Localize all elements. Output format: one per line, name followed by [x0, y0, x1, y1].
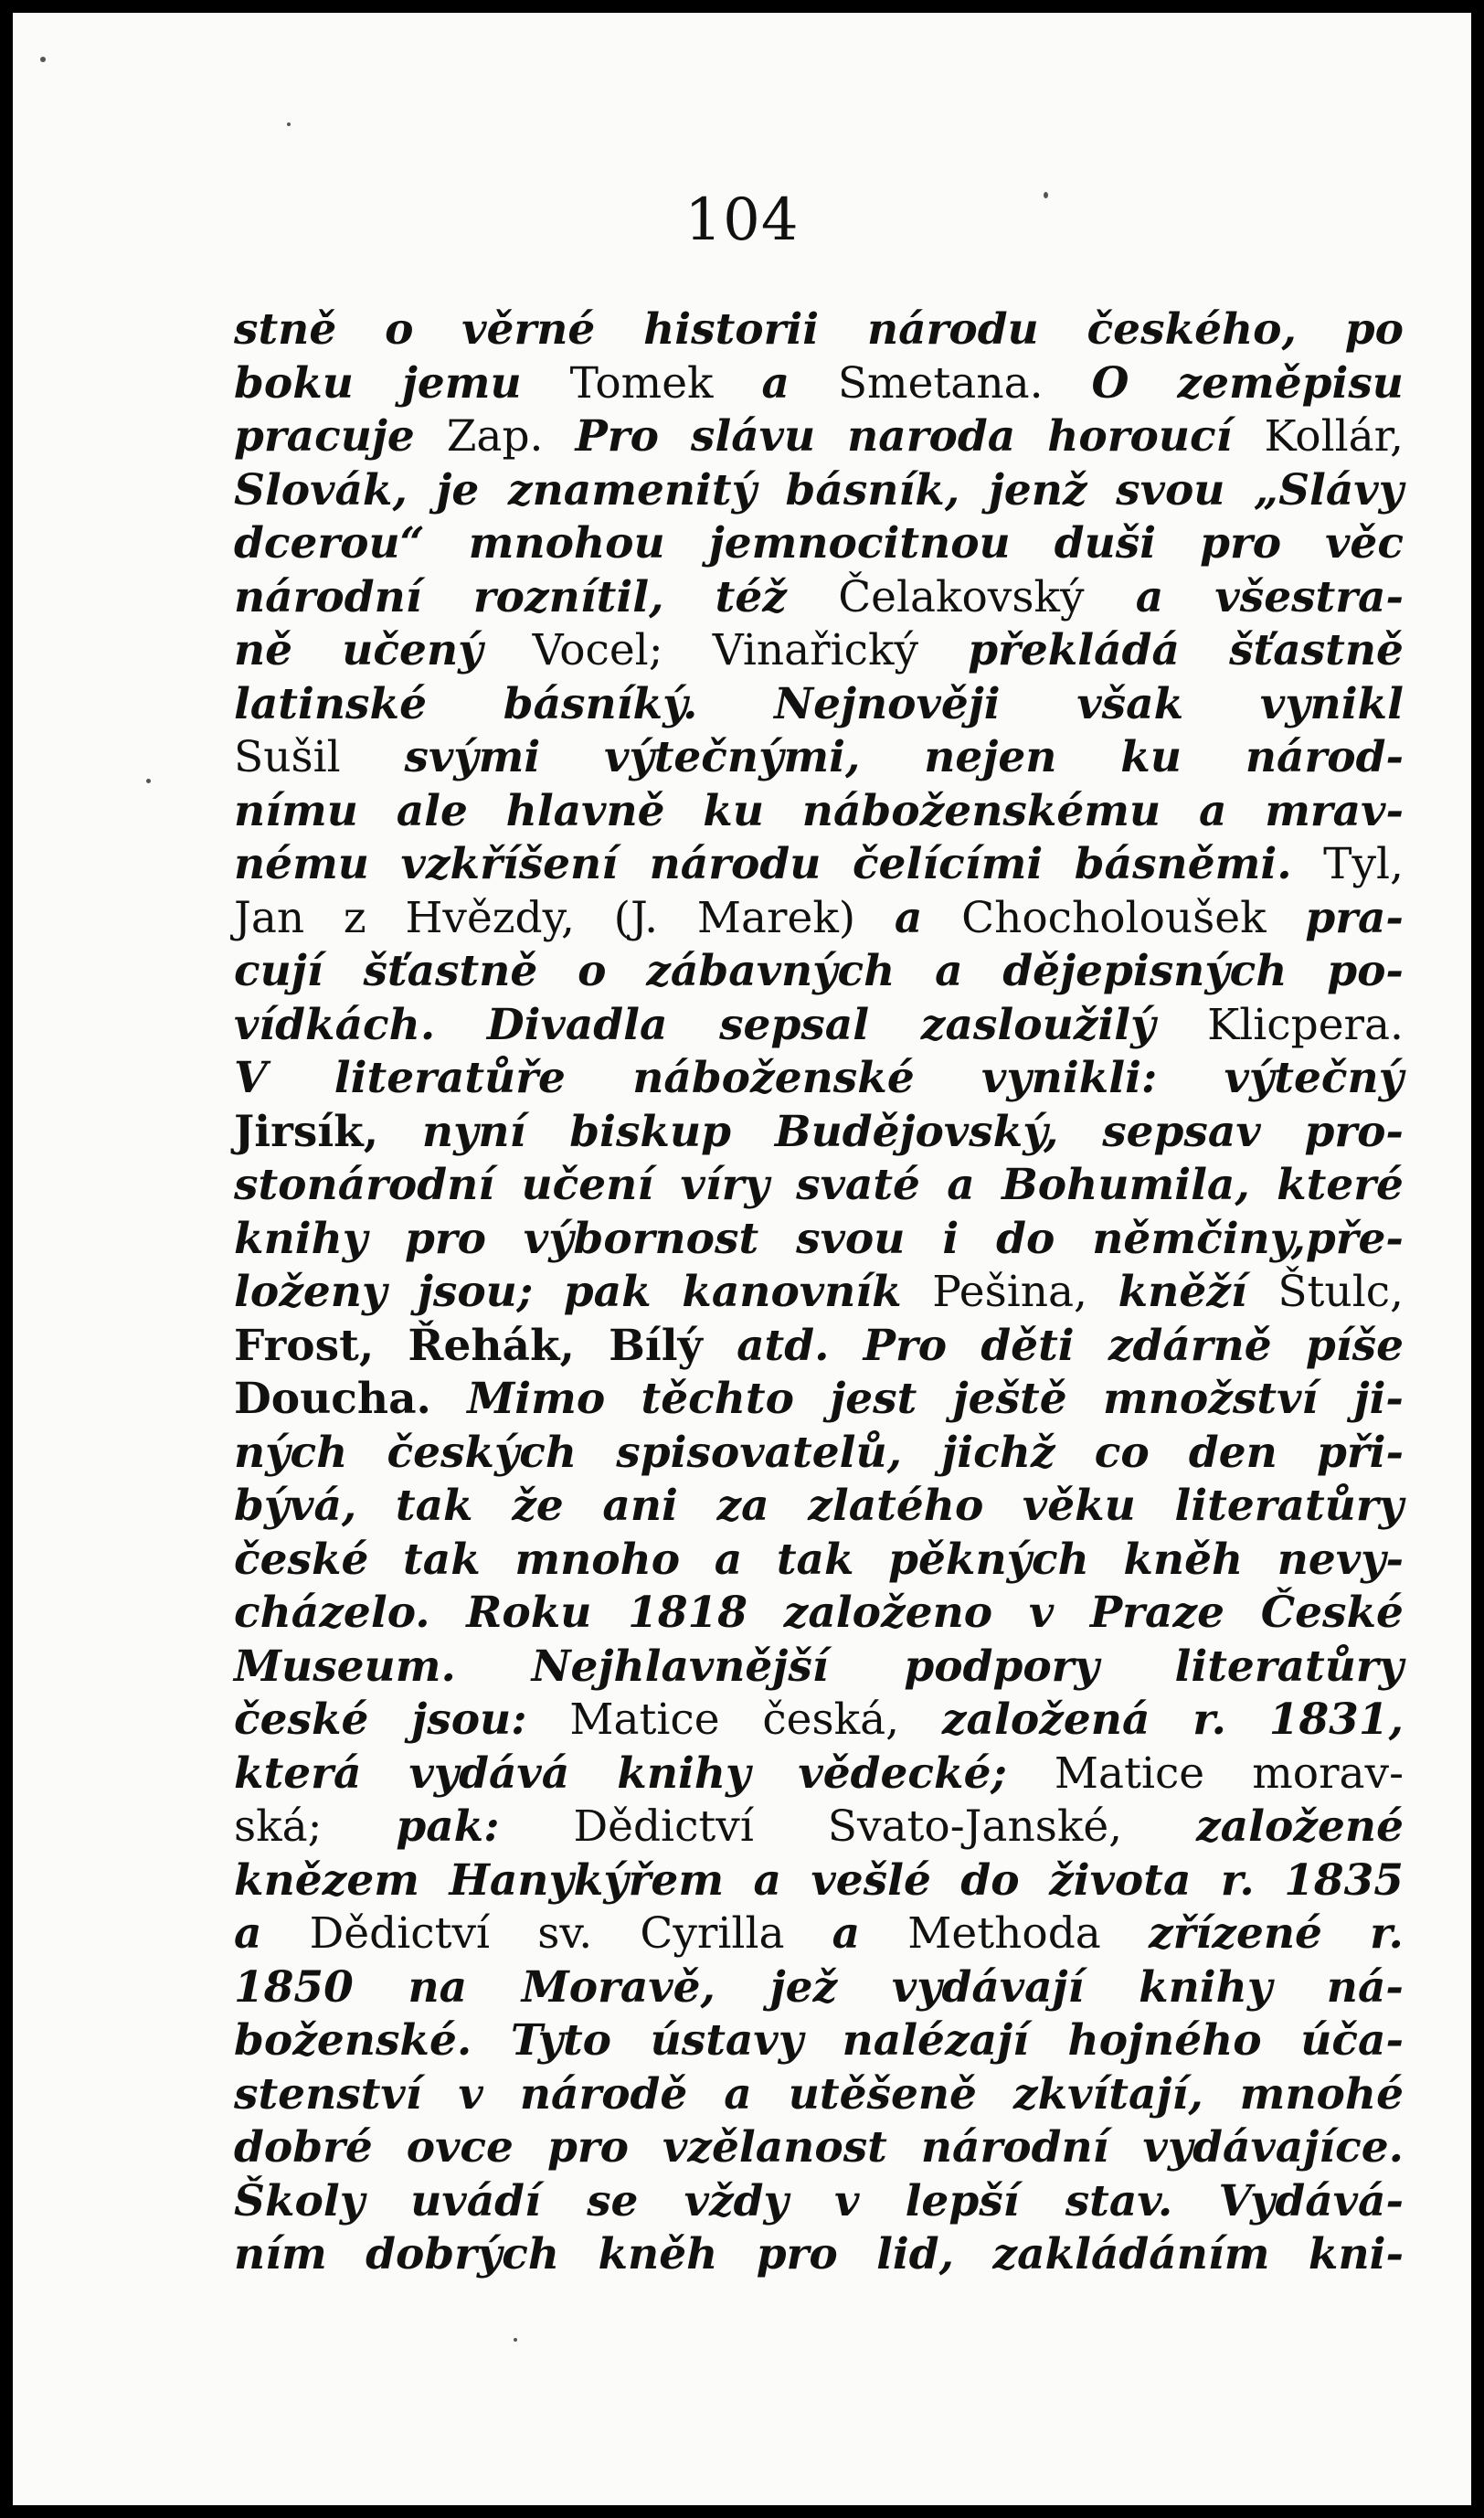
word: výtečnými,	[604, 732, 861, 782]
word: Zap.	[446, 411, 544, 462]
word: básníký.	[503, 678, 698, 729]
word: ku	[1120, 732, 1182, 782]
word: zdárně	[1108, 1320, 1272, 1371]
word: Marek)	[696, 892, 856, 943]
word: ale	[396, 785, 468, 836]
text-line	[234, 678, 1404, 732]
word: mnoho	[514, 1534, 681, 1585]
word: která	[234, 1748, 362, 1799]
word: svými	[404, 732, 541, 782]
word: ovce	[406, 2122, 514, 2173]
text-line	[234, 303, 1404, 357]
word: Tyto	[510, 2015, 612, 2066]
text-line	[234, 624, 1404, 678]
word: v	[1028, 1588, 1055, 1638]
word: mnohé	[1239, 2068, 1404, 2120]
word: stenství	[234, 2068, 422, 2120]
word: po	[1344, 304, 1404, 355]
word: spisovatelů,	[616, 1427, 903, 1478]
text-line	[234, 731, 1404, 785]
text-line	[234, 1159, 1404, 1213]
word: jsou:	[411, 1695, 527, 1745]
word: Jirsík,	[234, 1106, 379, 1157]
word: čelícími	[852, 839, 1044, 889]
word: a	[832, 1908, 861, 1959]
word: založeno	[783, 1588, 993, 1638]
word: nevy-	[1277, 1534, 1404, 1585]
word: 1818	[628, 1588, 747, 1638]
word: co	[1094, 1427, 1150, 1478]
word: loženy	[234, 1267, 387, 1317]
word: učený	[342, 625, 483, 675]
word: pra-	[1305, 892, 1404, 943]
word: píše	[1305, 1320, 1404, 1371]
word: Sušil	[234, 732, 341, 782]
word: z	[343, 892, 366, 943]
text-line	[234, 1373, 1404, 1427]
print-speck	[40, 57, 46, 62]
word: svaté	[796, 1160, 920, 1210]
word: morav-	[1252, 1748, 1404, 1799]
word: r.	[1192, 1695, 1226, 1745]
word: o	[385, 304, 414, 355]
text-line	[234, 571, 1404, 625]
word: jemnocitnou	[708, 518, 1011, 568]
word: literatůry	[1174, 1481, 1404, 1531]
word: Nejhlavnější	[531, 1641, 829, 1692]
word: O	[1091, 357, 1129, 409]
word: ná-	[1326, 1961, 1404, 2013]
word: národě	[519, 2068, 688, 2120]
word: knihy	[234, 1213, 368, 1264]
word: pro	[1200, 518, 1282, 568]
word: a	[1135, 571, 1164, 622]
word: ním	[234, 2229, 327, 2279]
word: národní	[234, 571, 422, 622]
text-line	[234, 1961, 1404, 2015]
word: roznítil,	[472, 571, 664, 622]
word: jsou;	[417, 1267, 534, 1317]
print-speck	[514, 2338, 517, 2342]
word: těchto	[641, 1374, 794, 1424]
word: ústavy	[650, 2015, 804, 2066]
word: 1831,	[1268, 1695, 1404, 1745]
word: biskup	[569, 1106, 732, 1157]
word: Jan	[234, 892, 305, 943]
word: pro-	[1304, 1106, 1404, 1157]
word: Bohumila,	[1002, 1160, 1250, 1210]
word: šťastně	[363, 946, 538, 996]
word: překládá	[968, 625, 1180, 675]
word: lid,	[876, 2229, 954, 2279]
word: dobrých	[366, 2229, 560, 2279]
word: po-	[1327, 946, 1404, 996]
word: Nejnověji	[774, 678, 1001, 729]
word: němčiny,pře-	[1092, 1213, 1404, 1264]
word: vzělanost	[662, 2122, 887, 2173]
word: že	[512, 1481, 564, 1531]
book-page	[13, 13, 1471, 2505]
text-line	[234, 892, 1404, 946]
word: mrav-	[1265, 785, 1404, 836]
word: ně	[234, 625, 293, 675]
word: Řehák,	[408, 1320, 575, 1371]
word: děti	[980, 1320, 1075, 1371]
word: ani	[602, 1481, 678, 1531]
word: vydává	[408, 1748, 570, 1799]
word: do	[960, 1854, 1020, 1906]
word: cházelo.	[234, 1588, 430, 1638]
word: svou	[796, 1213, 906, 1264]
word: kněh	[598, 2229, 718, 2279]
word: tak	[776, 1534, 854, 1585]
word: kněží	[1118, 1267, 1247, 1317]
word: Frost,	[234, 1320, 375, 1371]
word: pracuje	[234, 411, 415, 462]
word: a	[724, 2068, 752, 2120]
word: 1850	[234, 1961, 354, 2013]
word: duši	[1054, 518, 1157, 568]
text-line	[234, 1480, 1404, 1534]
word: sepsal	[719, 999, 870, 1050]
word: jemu	[401, 357, 522, 409]
word: dobré	[234, 2122, 373, 2173]
word: Museum.	[234, 1641, 456, 1692]
word: boženské.	[234, 2015, 472, 2066]
word: svou	[1116, 464, 1225, 515]
word: zasloužilý	[920, 999, 1156, 1050]
word: Methoda	[907, 1908, 1101, 1959]
word: ji-	[1353, 1374, 1404, 1424]
word: vědecké;	[798, 1748, 1007, 1799]
word: Roku	[466, 1588, 592, 1638]
word: jenž	[988, 464, 1087, 515]
word: básník,	[785, 464, 960, 515]
text-line	[234, 1748, 1404, 1801]
word: Hanykýřem	[449, 1854, 725, 1906]
word: Vinařický	[712, 625, 919, 675]
word: zkvítají,	[1012, 2068, 1203, 2120]
word: vešlé	[811, 1854, 931, 1906]
word: (J.	[613, 892, 659, 943]
word: pak:	[396, 1801, 500, 1852]
word: vydávají	[891, 1961, 1085, 2013]
word: vynikl	[1259, 678, 1404, 729]
word: nímu	[234, 785, 358, 836]
word: tak	[395, 1481, 473, 1531]
word: nalézají	[842, 2015, 1029, 2066]
word: sv.	[537, 1908, 593, 1959]
word: zlatého	[808, 1481, 984, 1531]
word: nejen	[924, 732, 1057, 782]
word: výbornost	[523, 1213, 759, 1264]
word: Čelakovský	[838, 571, 1085, 622]
word: šťastně	[1229, 625, 1404, 675]
word: vzkříšení	[400, 839, 619, 889]
word: o	[578, 946, 607, 996]
word: nému	[234, 839, 369, 889]
word: atd.	[737, 1320, 830, 1371]
text-line	[234, 1052, 1404, 1106]
word: pěkných	[888, 1534, 1089, 1585]
text-line	[234, 1534, 1404, 1588]
word: mnohou	[468, 518, 665, 568]
word: Moravě,	[521, 1961, 716, 2013]
word: Matice	[569, 1695, 720, 1745]
word: slávu	[690, 411, 816, 462]
word: jest	[830, 1374, 917, 1424]
page-number: 104	[684, 186, 800, 254]
word: pro	[756, 2229, 838, 2279]
word: V	[234, 1053, 268, 1103]
word: založené	[1195, 1801, 1404, 1852]
word: a	[234, 1908, 262, 1959]
word: ještě	[952, 1374, 1067, 1424]
text-line	[234, 1694, 1404, 1748]
word: založená	[941, 1695, 1150, 1745]
word: České	[1260, 1588, 1404, 1638]
word: Dědictví	[573, 1801, 754, 1852]
word: Budějovský,	[774, 1106, 1059, 1157]
word: množství	[1102, 1374, 1319, 1424]
text-line	[234, 1907, 1404, 1961]
text-line	[234, 1320, 1404, 1374]
text-line	[234, 1266, 1404, 1320]
word: r.	[1220, 1854, 1255, 1906]
word: hlavně	[505, 785, 665, 836]
word: Doucha.	[234, 1374, 431, 1424]
text-line	[234, 1106, 1404, 1160]
word: českých	[387, 1427, 578, 1478]
word: pro	[405, 1213, 486, 1264]
word: vídkách.	[234, 999, 436, 1050]
word: národu	[866, 304, 1039, 355]
word: náboženskému	[801, 785, 1161, 836]
word: dcerou“	[234, 518, 425, 568]
word: a	[1198, 785, 1227, 836]
text-line	[234, 785, 1404, 839]
word: ných	[234, 1427, 348, 1478]
word: Tyl,	[1323, 839, 1404, 889]
word: života	[1049, 1854, 1192, 1906]
word: nyní	[421, 1106, 526, 1157]
text-line	[234, 1854, 1404, 1908]
word: učení	[521, 1160, 654, 1210]
word: Vocel;	[532, 625, 663, 675]
text-line	[234, 2228, 1404, 2282]
text-line	[234, 1213, 1404, 1267]
text-line	[234, 999, 1404, 1053]
word: Matice	[1054, 1748, 1205, 1799]
text-line	[234, 2068, 1404, 2122]
word: historii	[643, 304, 820, 355]
word: naroda	[847, 411, 1016, 462]
word: v	[834, 2175, 860, 2226]
text-line	[234, 410, 1404, 464]
word: národu	[649, 839, 822, 889]
word: zábavných	[646, 946, 896, 996]
word: stonárodní	[234, 1160, 495, 1210]
word: Smetana.	[837, 357, 1044, 409]
word: však	[1076, 678, 1184, 729]
word: Mimo	[467, 1374, 606, 1424]
word: Štulc,	[1277, 1267, 1404, 1317]
word: věku	[1022, 1481, 1136, 1531]
word: pak	[563, 1267, 652, 1317]
word: českého,	[1086, 304, 1297, 355]
word: znamenitý	[507, 464, 757, 515]
word: Bílý	[609, 1320, 703, 1371]
word: Chocholoušek	[961, 892, 1267, 943]
word: podpory	[904, 1641, 1099, 1692]
word: cují	[234, 946, 323, 996]
word: kni-	[1308, 2229, 1404, 2279]
word: víry	[680, 1160, 769, 1210]
word: za	[716, 1481, 769, 1531]
word: dějepisných	[1002, 946, 1288, 996]
word: vydávajíce.	[1142, 2122, 1404, 2173]
word: uvádí	[410, 2175, 541, 2226]
word: r.	[1370, 1908, 1404, 1959]
word: Pro	[575, 411, 659, 462]
word: vynikli:	[981, 1053, 1158, 1103]
word: se	[587, 2175, 639, 2226]
word: jichž	[941, 1427, 1055, 1478]
word: Hvězdy,	[405, 892, 575, 943]
word: lepší	[905, 2175, 1020, 2226]
text-line	[234, 2175, 1404, 2229]
word: jež	[769, 1961, 838, 2013]
word: knihy	[617, 1748, 751, 1799]
word: Svato-Janské,	[827, 1801, 1123, 1852]
word: které	[1277, 1160, 1404, 1210]
word: a	[947, 1160, 975, 1210]
word: sepsav	[1102, 1106, 1261, 1157]
word: v	[458, 2068, 483, 2120]
text-line	[234, 1801, 1404, 1854]
word: všestra-	[1214, 571, 1404, 622]
word: Dědictví	[309, 1908, 491, 1959]
word: 1835	[1284, 1854, 1404, 1906]
text-line	[234, 464, 1404, 518]
word: věrné	[461, 304, 596, 355]
word: Vydává-	[1218, 2175, 1404, 2226]
word: náboženské	[632, 1053, 915, 1103]
word: knězem	[234, 1854, 419, 1906]
word: hojného	[1067, 2015, 1262, 2066]
word: pro	[546, 2122, 629, 2173]
word: zeměpisu	[1177, 357, 1404, 409]
word: knihy	[1139, 1961, 1273, 2013]
word: ská;	[234, 1801, 323, 1852]
word: národ-	[1245, 732, 1404, 782]
word: a	[935, 946, 963, 996]
text-line	[234, 2014, 1404, 2068]
word: den	[1188, 1427, 1277, 1478]
text-line	[234, 1587, 1404, 1641]
word: stně	[234, 304, 337, 355]
word: Praze	[1089, 1588, 1224, 1638]
word: literatůře	[334, 1053, 566, 1103]
word: Cyrilla	[640, 1908, 785, 1959]
word: horoucí	[1047, 411, 1233, 462]
print-speck	[146, 779, 151, 783]
word: Pešina,	[932, 1267, 1087, 1317]
word: české	[234, 1695, 369, 1745]
word: úča-	[1300, 2015, 1404, 2066]
word: do	[996, 1213, 1055, 1264]
word: Kollár,	[1264, 411, 1404, 462]
word: utěšeně	[788, 2068, 977, 2120]
word: též	[715, 571, 787, 622]
text-line	[234, 945, 1404, 999]
word: boku	[234, 357, 354, 409]
word: Klicpera.	[1207, 999, 1404, 1050]
word: bývá,	[234, 1481, 357, 1531]
word: „Slávy	[1254, 464, 1404, 515]
word: literatůry	[1174, 1641, 1404, 1692]
word: vždy	[684, 2175, 789, 2226]
word: tak	[403, 1534, 481, 1585]
word: Divadla	[486, 999, 668, 1050]
word: a	[753, 1854, 781, 1906]
word: Slovák,	[234, 464, 408, 515]
text-line	[234, 517, 1404, 571]
word: básněmi.	[1074, 839, 1292, 889]
word: i	[942, 1213, 959, 1264]
word: Školy	[234, 2175, 366, 2226]
print-speck	[287, 122, 291, 126]
word: národní	[920, 2122, 1109, 2173]
word: kněh	[1123, 1534, 1244, 1585]
word: česká,	[762, 1695, 900, 1745]
text-line	[234, 2121, 1404, 2175]
word: latinské	[234, 678, 427, 729]
word: výtečný	[1224, 1053, 1404, 1103]
text-line	[234, 1641, 1404, 1695]
word: a	[761, 357, 790, 409]
word: stav.	[1065, 2175, 1173, 2226]
word: Pro	[863, 1320, 948, 1371]
text-line	[234, 838, 1404, 892]
word: a	[894, 892, 923, 943]
word: při-	[1316, 1427, 1404, 1478]
word: české	[234, 1534, 369, 1585]
word: věc	[1325, 518, 1404, 568]
word: a	[714, 1534, 743, 1585]
word: ku	[703, 785, 765, 836]
word: kanovník	[682, 1267, 902, 1317]
word: zřízené	[1148, 1908, 1322, 1959]
body-text	[234, 303, 1404, 2282]
text-line	[234, 1427, 1404, 1481]
word: zakládáním	[992, 2229, 1270, 2279]
word: na	[408, 1961, 468, 2013]
text-line	[234, 357, 1404, 411]
word: Tomek	[569, 357, 714, 409]
word: je	[436, 464, 480, 515]
